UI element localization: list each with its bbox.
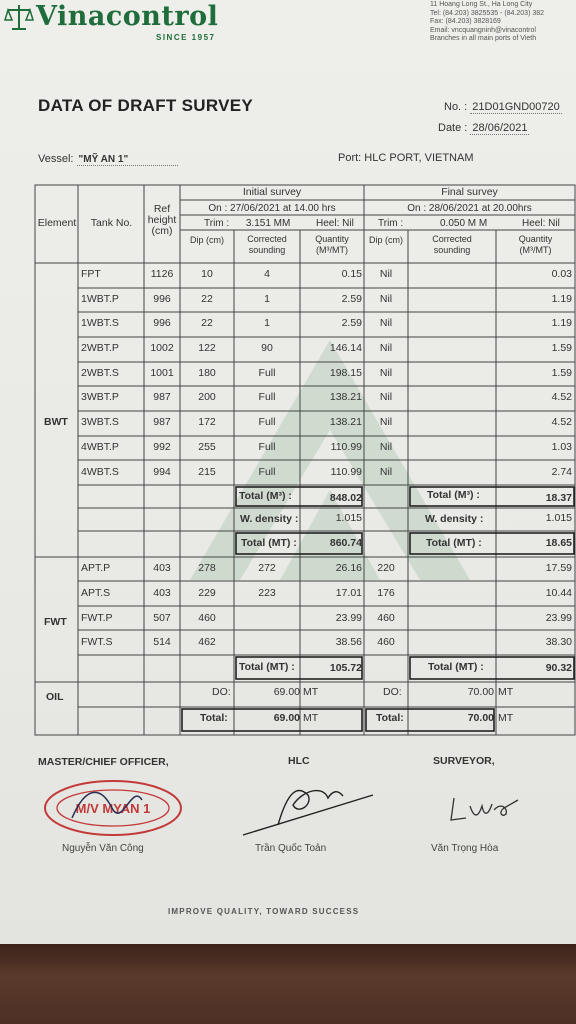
- bwt-row-dip-cell: 172: [198, 416, 216, 428]
- bwt-row-dip-cell: 10: [201, 268, 213, 280]
- header-corrected: Corrected sounding: [247, 234, 287, 255]
- bwt-init-total-mt: 860.74: [329, 537, 362, 549]
- fwt-row-tank-cell: FWT.S: [81, 636, 113, 648]
- company-contact: 11 Hoang Long St., Ha Long City Tel: (84.203) 3825535 - (84.203) 382 Fax: (84.203) 3828169 Email: vncquangninh@vinacontrol Branches in all main ports of Vieth: [430, 1, 545, 42]
- fwt-row-fqty-cell: 17.59: [545, 562, 572, 574]
- fwt-row-fdip-cell: 460: [377, 612, 395, 624]
- fwt-row-dip-cell: 278: [198, 562, 216, 574]
- fwt-final-total: 90.32: [545, 662, 572, 674]
- document-date: Date : 28/06/2021: [438, 122, 528, 134]
- fwt-row-ref-cell: 514: [153, 636, 171, 648]
- oil-final-total-unit: MT: [498, 712, 514, 724]
- fwt-row-fdip-cell: 460: [377, 636, 395, 648]
- final-on: On : 28/06/2021 at 20.00hrs: [407, 203, 532, 214]
- bwt-row-corr-cell: Full: [258, 416, 276, 428]
- bwt-row-qty-cell: 138.21: [329, 416, 362, 428]
- bwt-row-ref-cell: 994: [153, 466, 171, 478]
- bwt-row-dip-cell: 215: [198, 466, 216, 478]
- element-fwt: FWT: [44, 616, 67, 628]
- bwt-row-fqty-cell: 4.52: [551, 416, 572, 428]
- bwt-row-fqty-cell: 0.03: [551, 268, 572, 280]
- bwt-final-total-mt: 18.65: [545, 537, 572, 549]
- bwt-init-total-m3-label: Total (M³) :: [239, 490, 292, 502]
- fwt-final-total-label: Total (MT) :: [428, 661, 484, 673]
- bwt-row-fqty-cell: 2.74: [551, 466, 572, 478]
- bwt-row-dip-cell: 255: [198, 441, 216, 453]
- fwt-row-tank-cell: APT.S: [81, 587, 111, 599]
- bwt-row-ref-cell: 996: [153, 293, 171, 305]
- master-title: MASTER/CHIEF OFFICER,: [38, 756, 169, 768]
- bwt-row-fdip-cell: Nil: [379, 466, 393, 478]
- bwt-row-corr-cell: Full: [258, 441, 276, 453]
- header-final-survey: Final survey: [441, 186, 498, 198]
- bwt-row-fdip-cell: Nil: [379, 391, 393, 403]
- oil-init-do-label: DO:: [212, 686, 231, 698]
- bwt-row-fqty-cell: 1.03: [551, 441, 572, 453]
- document-number: No. : 21D01GND00720: [444, 101, 560, 113]
- fwt-row-corr-cell: 223: [258, 587, 276, 599]
- header-tank: Tank No.: [90, 217, 133, 229]
- bwt-row-qty-cell: 198.15: [329, 367, 362, 379]
- ship-stamp: [42, 778, 184, 838]
- fwt-row-ref-cell: 403: [153, 562, 171, 574]
- oil-final-do-label: DO:: [383, 686, 402, 698]
- bwt-row-corr-cell: 4: [264, 268, 270, 280]
- bwt-row-fqty-cell: 1.19: [551, 317, 572, 329]
- fwt-row-qty-cell: 26.16: [335, 562, 362, 574]
- oil-init-total-label: Total:: [200, 712, 228, 724]
- bwt-row-ref-cell: 987: [153, 416, 171, 428]
- oil-final-total-label: Total:: [376, 712, 404, 724]
- header-final-corrected: Corrected sounding: [432, 234, 472, 255]
- bwt-final-total-m3: 18.37: [545, 492, 572, 504]
- oil-final-do-unit: MT: [498, 686, 514, 698]
- bwt-init-density: 1.015: [335, 512, 362, 524]
- bwt-row-fdip-cell: Nil: [379, 342, 393, 354]
- initial-trim: Trim : 3.151 MM: [204, 218, 291, 229]
- document-title: DATA OF DRAFT SURVEY: [38, 96, 254, 115]
- bwt-row-fqty-cell: 1.59: [551, 367, 572, 379]
- bwt-row-corr-cell: Full: [258, 391, 276, 403]
- header-quantity: Quantity (M³/MT): [315, 234, 349, 255]
- bwt-final-total-mt-label: Total (MT) :: [426, 537, 482, 549]
- bwt-row-fdip-cell: Nil: [379, 317, 393, 329]
- bwt-row-qty-cell: 110.99: [330, 466, 362, 478]
- oil-init-do-unit: MT: [303, 686, 319, 698]
- bwt-row-fdip-cell: Nil: [379, 441, 393, 453]
- bwt-row-ref-cell: 992: [153, 441, 171, 453]
- bwt-row-dip-cell: 122: [198, 342, 216, 354]
- bwt-init-total-mt-label: Total (MT) :: [241, 537, 297, 549]
- header-initial-survey: Initial survey: [242, 186, 302, 198]
- fwt-row-fqty-cell: 38.30: [545, 636, 572, 648]
- bwt-row-corr-cell: Full: [258, 367, 276, 379]
- bwt-row-qty-cell: 110.99: [330, 441, 362, 453]
- oil-init-do: 69.00: [273, 686, 300, 698]
- bwt-row-tank-cell: 3WBT.S: [81, 416, 119, 428]
- fwt-row-dip-cell: 462: [198, 636, 216, 648]
- bwt-row-ref-cell: 1001: [150, 367, 174, 379]
- bwt-row-fdip-cell: Nil: [379, 268, 393, 280]
- bwt-row-qty-cell: 2.59: [341, 293, 362, 305]
- header-element: Element: [37, 217, 77, 229]
- port-field: Port: HLC PORT, VIETNAM: [338, 152, 474, 164]
- bwt-row-dip-cell: 22: [201, 293, 213, 305]
- bwt-row-tank-cell: 1WBT.P: [81, 293, 119, 305]
- bwt-row-tank-cell: FPT: [81, 268, 101, 280]
- bwt-row-corr-cell: 1: [264, 293, 270, 305]
- hlc-signature: [238, 770, 378, 840]
- background-surface: [0, 944, 576, 1024]
- bwt-init-total-m3: 848.02: [329, 492, 362, 504]
- footer-slogan: IMPROVE QUALITY, TOWARD SUCCESS: [168, 907, 360, 916]
- fwt-init-total: 105.72: [329, 662, 362, 674]
- bwt-row-corr-cell: Full: [258, 466, 276, 478]
- element-bwt: BWT: [44, 416, 68, 428]
- company-name: Vinacontrol: [36, 1, 219, 32]
- bwt-row-fdip-cell: Nil: [379, 293, 393, 305]
- master-name: Nguyễn Văn Công: [62, 843, 144, 854]
- initial-heel: Heel: Nil: [316, 218, 354, 229]
- fwt-row-fdip-cell: 176: [377, 587, 395, 599]
- surveyor-name: Văn Trọng Hòa: [431, 843, 499, 854]
- bwt-row-tank-cell: 3WBT.P: [81, 391, 119, 403]
- hlc-name: Trần Quốc Toản: [255, 843, 327, 854]
- fwt-row-fqty-cell: 23.99: [545, 612, 572, 624]
- bwt-row-qty-cell: 146.14: [329, 342, 362, 354]
- svg-text:M/V MYAN 1: M/V MYAN 1: [75, 801, 151, 816]
- hlc-title: HLC: [288, 755, 310, 767]
- bwt-row-ref-cell: 987: [153, 391, 171, 403]
- bwt-row-tank-cell: 2WBT.P: [81, 342, 119, 354]
- element-oil: OIL: [46, 691, 64, 703]
- vessel-field: Vessel: "MỸ AN 1": [38, 153, 178, 165]
- bwt-row-fqty-cell: 4.52: [551, 391, 572, 403]
- company-since: SINCE 1957: [156, 33, 216, 42]
- fwt-row-dip-cell: 229: [198, 587, 216, 599]
- bwt-row-qty-cell: 138.21: [329, 391, 362, 403]
- fwt-row-ref-cell: 507: [153, 612, 171, 624]
- bwt-final-density-label: W. density :: [425, 513, 484, 525]
- fwt-row-ref-cell: 403: [153, 587, 171, 599]
- bwt-row-ref-cell: 1002: [150, 342, 174, 354]
- header-dip: Dip (cm): [190, 235, 224, 245]
- oil-init-total: 69.00: [273, 712, 300, 724]
- header-final-quantity: Quantity (M³/MT): [518, 234, 553, 255]
- bwt-row-ref-cell: 996: [153, 317, 171, 329]
- bwt-row-tank-cell: 4WBT.P: [81, 441, 119, 453]
- fwt-row-qty-cell: 23.99: [335, 612, 362, 624]
- initial-on: On : 27/06/2021 at 14.00 hrs: [208, 203, 336, 214]
- header-ref: Ref height (cm): [147, 203, 177, 237]
- bwt-row-tank-cell: 1WBT.S: [81, 317, 119, 329]
- header-final-dip: Dip (cm): [369, 235, 403, 245]
- fwt-row-qty-cell: 38.56: [335, 636, 362, 648]
- bwt-row-dip-cell: 200: [198, 391, 216, 403]
- oil-final-total: 70.00: [467, 712, 494, 724]
- bwt-row-qty-cell: 2.59: [341, 317, 362, 329]
- bwt-final-total-m3-label: Total (M³) :: [427, 489, 480, 501]
- fwt-row-dip-cell: 460: [198, 612, 216, 624]
- bwt-row-ref-cell: 1126: [150, 268, 174, 280]
- oil-init-total-unit: MT: [303, 712, 319, 724]
- bwt-row-qty-cell: 0.15: [341, 268, 362, 280]
- bwt-row-dip-cell: 180: [198, 367, 216, 379]
- final-trim-label: Trim :: [378, 218, 404, 229]
- bwt-row-tank-cell: 2WBT.S: [81, 367, 119, 379]
- bwt-row-corr-cell: 1: [264, 317, 270, 329]
- bwt-row-fqty-cell: 1.19: [551, 293, 572, 305]
- fwt-row-fqty-cell: 10.44: [545, 587, 572, 599]
- bwt-row-fdip-cell: Nil: [379, 416, 393, 428]
- bwt-row-tank-cell: 4WBT.S: [81, 466, 119, 478]
- oil-final-do: 70.00: [467, 686, 494, 698]
- fwt-row-tank-cell: FWT.P: [81, 612, 113, 624]
- fwt-init-total-label: Total (MT) :: [239, 661, 295, 673]
- fwt-row-tank-cell: APT.P: [81, 562, 111, 574]
- surveyor-signature: [446, 788, 526, 828]
- surveyor-title: SURVEYOR,: [433, 755, 495, 767]
- fwt-row-qty-cell: 17.01: [335, 587, 362, 599]
- fwt-row-fdip-cell: 220: [377, 562, 395, 574]
- bwt-row-fqty-cell: 1.59: [551, 342, 572, 354]
- bwt-init-density-label: W. density :: [240, 513, 299, 525]
- bwt-row-dip-cell: 22: [201, 317, 213, 329]
- final-heel: Heel: Nil: [522, 218, 560, 229]
- bwt-row-corr-cell: 90: [261, 342, 273, 354]
- bwt-final-density: 1.015: [545, 512, 572, 524]
- fwt-row-corr-cell: 272: [258, 562, 276, 574]
- bwt-row-fdip-cell: Nil: [379, 367, 393, 379]
- final-trim: 0.050 M M: [440, 218, 488, 229]
